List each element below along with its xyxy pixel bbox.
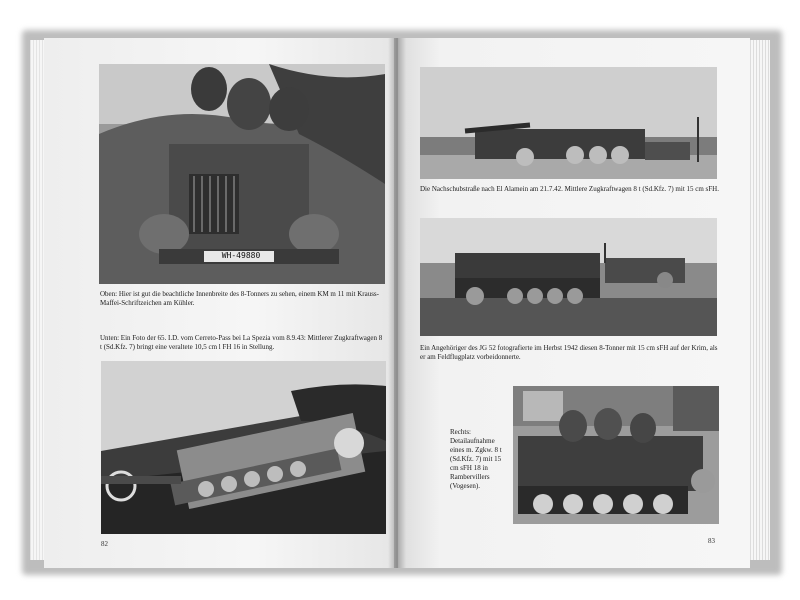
caption-left-top: Oben: Hier ist gut die beachtliche Innenbreite des 8-Tonners zu sehen, einem KM m 11 mit Krauss-Maffei-Schriftzeichen am Kühler. [100,290,379,307]
photo-desert-road [420,67,717,179]
page-number-right: 83 [708,537,715,545]
photo-crimea-halftrack [420,218,717,336]
book-gutter [388,38,406,568]
caption-right-top: Die Nachschubstraße nach El Alamein am 21.7.42. Mittlere Zugkraftwagen 8 t (Sd.Kfz. 7) mit 15 cm sFH. [420,185,719,193]
truck-plate: WH-49880 [221,251,261,260]
page-number-left: 82 [101,540,108,548]
caption-right-middle: Ein Angehöriger des JG 52 fotografierte im Herbst 1942 diesen 8-Tonner mit 15 cm sFH auf der Krim, als er am Feldflugplatz vorbeidonnerte. [420,344,718,361]
photo-halftrack-gun [101,361,386,534]
caption-right-side: Rechts: Detailaufnahme eines m. Zgkw. 8 t (Sd.Kfz. 7) mit 15 cm sFH 18 in Rambervillers (Vogesen). [450,428,502,490]
photo-rambervillers [513,386,719,524]
caption-left-bottom: Unten: Ein Foto der 65. I.D. vom Cerreto-Pass bei La Spezia vom 8.9.43: Mittlerer Zugkraftwagen 8 t (Sd.Kfz. 7) bringt eine veraltete 10,5 cm l FH 16 in Stellung. [100,334,383,351]
